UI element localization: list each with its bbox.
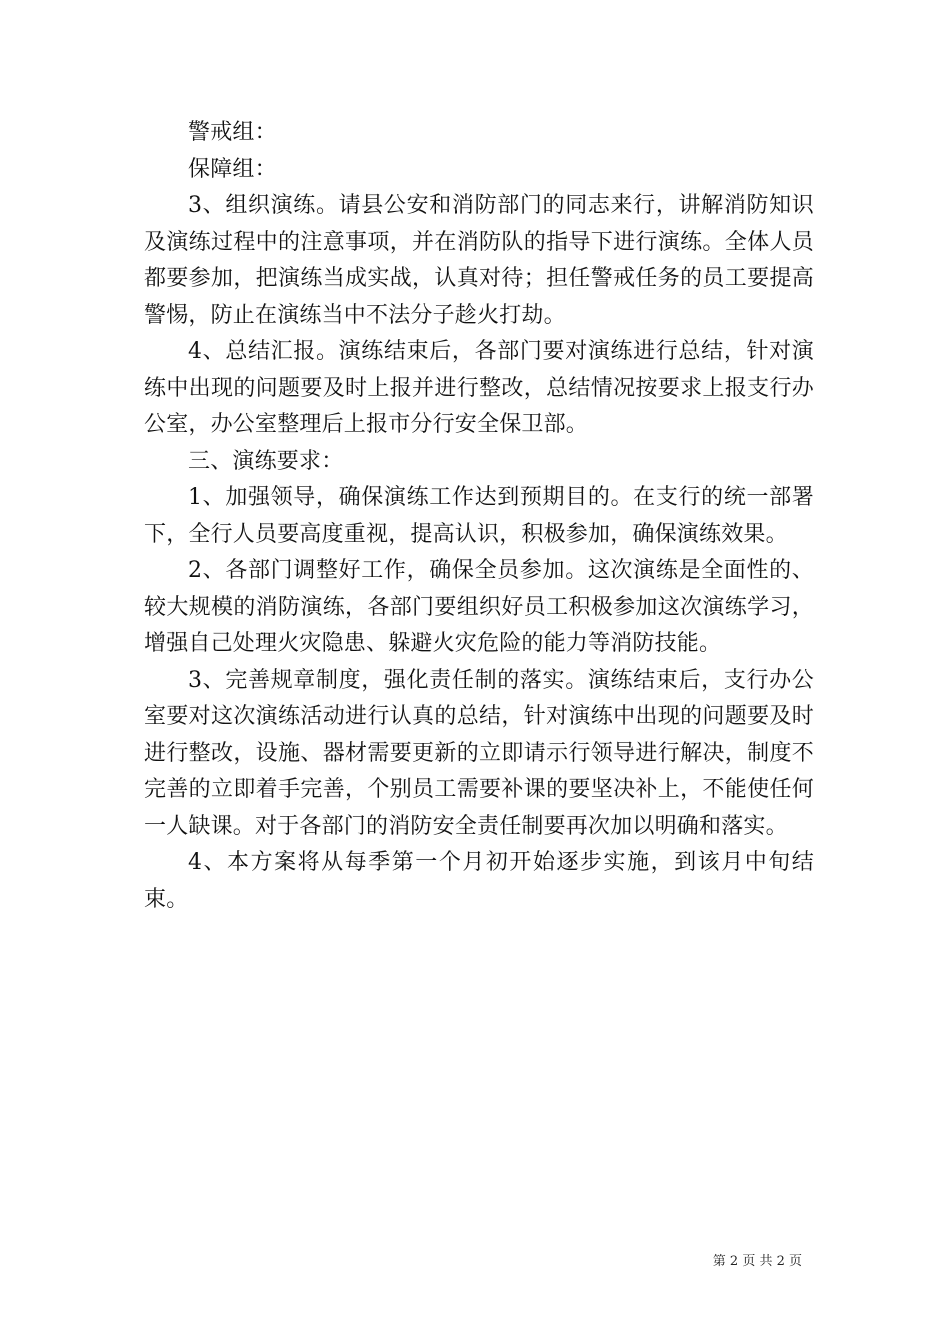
paragraph-guard-group: 警戒组： — [188, 120, 277, 145]
document-body — [144, 115, 814, 918]
paragraph-support-group: 保障组： — [188, 156, 277, 182]
paragraph-requirement-1: 1、加强领导，确保演练工作达到预期目的。在支行的统一部署下，全行人员要高度重视，提高认识，积极参加，确保演练效果。 — [144, 485, 814, 547]
paragraph-organize-drill: 3、组织演练。请县公安和消防部门的同志来行，讲解消防知识及演练过程中的注意事项，并在消防队的指导下进行演练。全体人员都要参加，把演练当成实战，认真对待；担任警戒任务的员工要提高警惕，防止在演练当中不法分子趁火打劫。 — [144, 193, 814, 328]
page-number: 第 2 页 共 2 页 — [712, 1254, 802, 1269]
section-heading-drill-requirements: 三、演练要求： — [188, 448, 344, 474]
paragraph-requirement-2: 2、各部门调整好工作，确保全员参加。这次演练是全面性的、较大规模的消防演练，各部门要组织好员工积极参加这次演练学习，增强自己处理火灾隐患、躲避火灾危险的能力等消防技能。 — [144, 558, 814, 656]
paragraph-summary-report: 4、总结汇报。演练结束后，各部门要对演练进行总结，针对演练中出现的问题要及时上报并进行整改，总结情况按要求上报支行办公室，办公室整理后上报市分行安全保卫部。 — [144, 339, 814, 437]
paragraph-requirement-4: 4、本方案将从每季第一个月初开始逐步实施，到该月中旬结束。 — [144, 850, 814, 912]
paragraph-requirement-3: 3、完善规章制度，强化责任制的落实。演练结束后，支行办公室要对这次演练活动进行认真的总结，针对演练中出现的问题要及时进行整改，设施、器材需要更新的立即请示行领导进行解决，制度不完善的立即着手完善，个别员工需要补课的要坚决补上，不能使任何一人缺课。对于各部门的消防安全责任制要再次加以明确和落实。 — [144, 667, 814, 839]
